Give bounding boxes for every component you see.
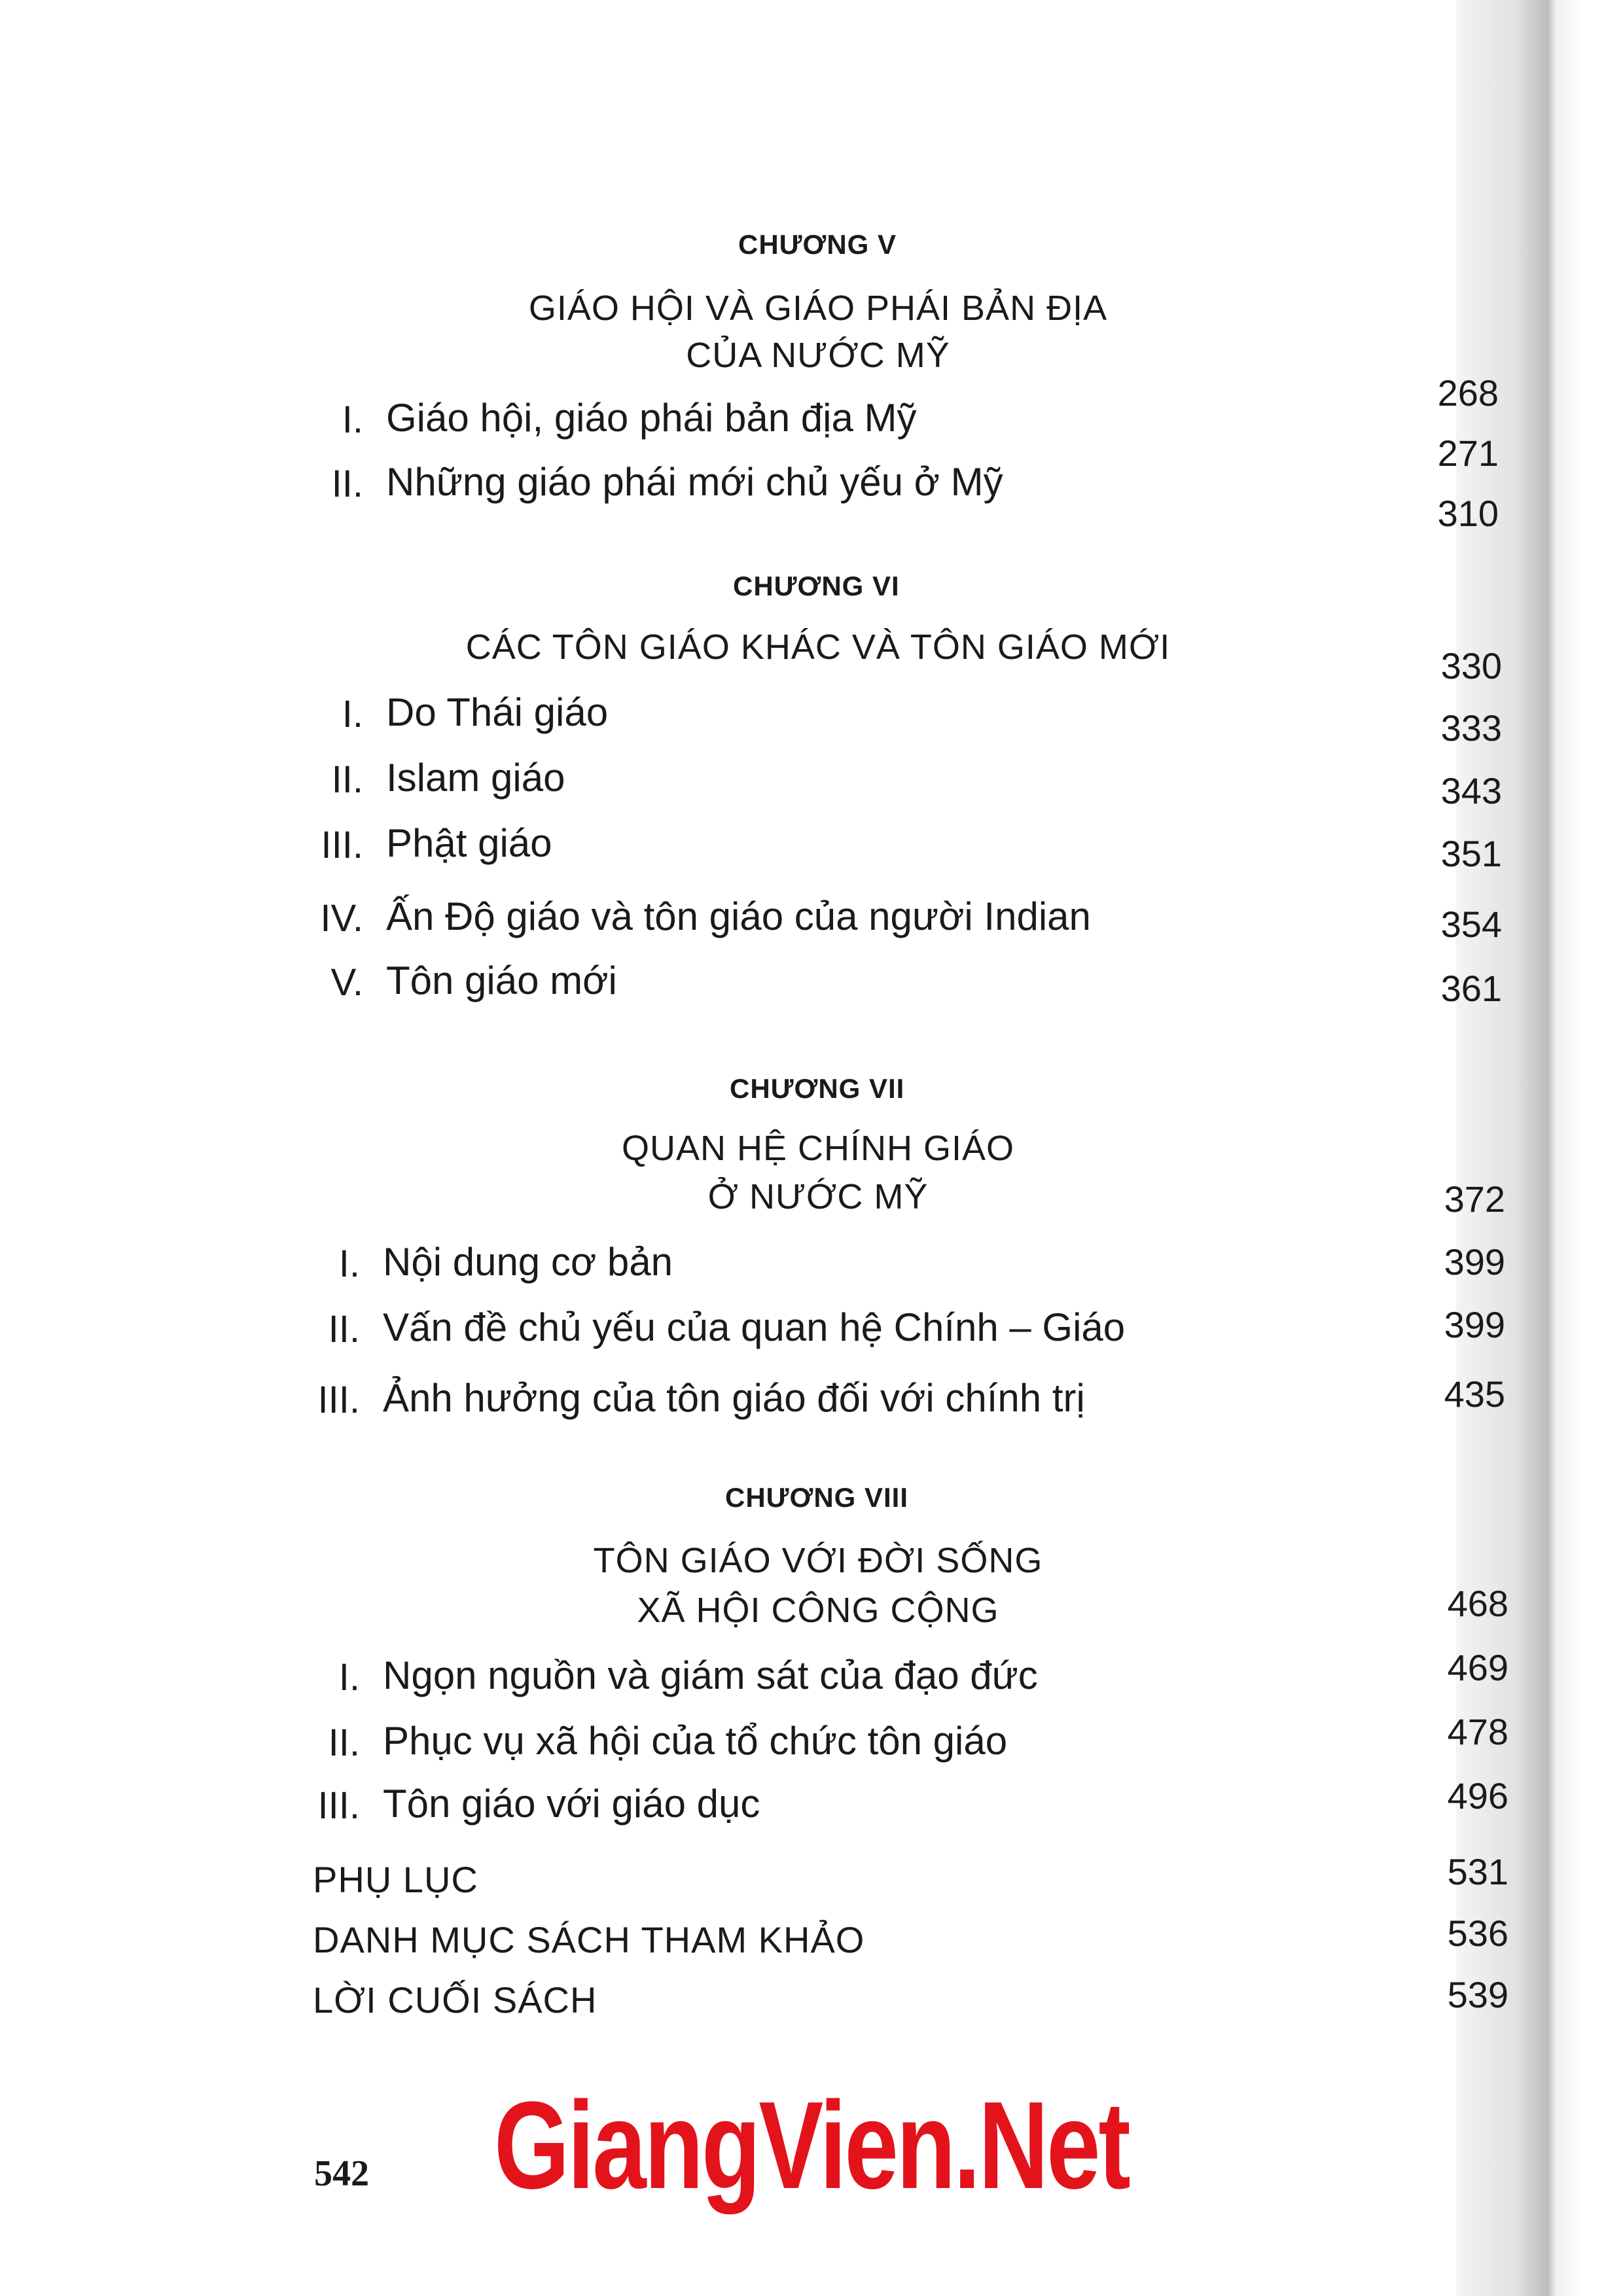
chapter-8-item-3-text: Tôn giáo với giáo dục	[383, 1782, 760, 1826]
chapter-8-item-2-page: 478	[1447, 1711, 1508, 1752]
chapter-6-item-4-roman: IV.	[320, 897, 363, 940]
chapter-8-label: CHƯƠNG VIII	[725, 1482, 909, 1513]
chapter-6-item-2-page: 343	[1440, 770, 1502, 811]
back-matter-references-page: 536	[1447, 1913, 1508, 1954]
chapter-7-label: CHƯƠNG VII	[730, 1073, 905, 1104]
chapter-8-title-line1: TÔN GIÁO VỚI ĐỜI SỐNG	[593, 1541, 1043, 1580]
chapter-6-item-1-text: Do Thái giáo	[386, 690, 609, 734]
back-matter-afterword: LỜI CUỐI SÁCH	[313, 1979, 597, 2021]
chapter-6-item-2-roman: II.	[331, 758, 363, 801]
chapter-5-item-1-page: 271	[1437, 433, 1499, 474]
chapter-5-item-1-text: Giáo hội, giáo phái bản địa Mỹ	[386, 396, 917, 440]
chapter-6-item-1-roman: I.	[342, 693, 363, 735]
chapter-7-item-2-roman: II.	[328, 1308, 360, 1351]
chapter-6-item-3-page: 351	[1440, 833, 1502, 874]
chapter-8-item-3-page: 496	[1447, 1775, 1508, 1816]
back-matter-references: DANH MỤC SÁCH THAM KHẢO	[313, 1919, 865, 1960]
chapter-6-item-5-roman: V.	[330, 961, 363, 1004]
chapter-7-item-3-text: Ảnh hưởng của tôn giáo đối với chính trị	[383, 1376, 1085, 1420]
chapter-7-item-1-roman: I.	[338, 1243, 360, 1285]
page-number: 542	[314, 2153, 369, 2194]
chapter-5-title-line2: CỦA NƯỚC MỸ	[686, 336, 950, 375]
chapter-7-title-line2: Ở NƯỚC MỸ	[707, 1177, 929, 1216]
chapter-8-item-1-text: Ngọn nguồn và giám sát của đạo đức	[383, 1653, 1038, 1697]
chapter-7-item-1-text: Nội dung cơ bản	[383, 1240, 673, 1284]
chapter-5-item-1-roman: I.	[342, 398, 363, 441]
back-matter-appendix-page: 531	[1447, 1851, 1508, 1892]
chapter-6-item-1-page: 333	[1440, 707, 1502, 749]
chapter-6-item-5-page: 361	[1440, 968, 1502, 1009]
chapter-7-item-3-page: 435	[1444, 1373, 1505, 1415]
chapter-8-title-page: 468	[1447, 1583, 1508, 1624]
chapter-7-item-2-page: 399	[1444, 1304, 1505, 1345]
chapter-6-item-4-text: Ấn Độ giáo và tôn giáo của người Indian	[386, 894, 1091, 938]
chapter-7-title-page: 372	[1444, 1178, 1505, 1220]
chapter-8-item-1-roman: I.	[338, 1656, 360, 1699]
chapter-5-label: CHƯƠNG V	[738, 229, 897, 260]
chapter-7-item-1-page: 399	[1444, 1241, 1505, 1282]
chapter-5-item-2-text: Những giáo phái mới chủ yếu ở Mỹ	[386, 460, 1003, 504]
back-matter-afterword-page: 539	[1447, 1974, 1508, 2015]
chapter-8-title-line2: XÃ HỘI CÔNG CỘNG	[637, 1591, 999, 1630]
chapter-5-item-2-page: 310	[1437, 493, 1499, 534]
chapter-8-item-2-roman: II.	[328, 1722, 360, 1764]
back-matter-appendix: PHỤ LỤC	[313, 1859, 478, 1900]
chapter-8-item-3-roman: III.	[317, 1784, 360, 1827]
chapter-5-item-2-roman: II.	[331, 463, 363, 505]
chapter-5-title-line1: GIÁO HỘI VÀ GIÁO PHÁI BẢN ĐỊA	[528, 289, 1108, 328]
chapter-6-label: CHƯƠNG VI	[733, 571, 900, 601]
chapter-8-item-1-page: 469	[1447, 1647, 1508, 1688]
chapter-7-item-2-text: Vấn đề chủ yếu của quan hệ Chính – Giáo	[383, 1305, 1126, 1349]
watermark: GiangVien.Net	[494, 2076, 1129, 2215]
chapter-7-item-3-roman: III.	[317, 1379, 360, 1421]
chapter-6-item-5-text: Tôn giáo mới	[386, 959, 617, 1002]
chapter-6-title-page: 330	[1440, 645, 1502, 686]
chapter-6-item-3-roman: III.	[321, 824, 363, 866]
chapter-6-item-4-page: 354	[1440, 904, 1502, 945]
chapter-6-item-3-text: Phật giáo	[386, 821, 552, 865]
chapter-5-title-page: 268	[1437, 372, 1499, 414]
chapter-6-item-2-text: Islam giáo	[386, 756, 565, 800]
chapter-8-item-2-text: Phục vụ xã hội của tổ chức tôn giáo	[383, 1719, 1008, 1763]
chapter-7-title-line1: QUAN HỆ CHÍNH GIÁO	[621, 1129, 1015, 1168]
chapter-6-title-line1: CÁC TÔN GIÁO KHÁC VÀ TÔN GIÁO MỚI	[465, 627, 1171, 667]
